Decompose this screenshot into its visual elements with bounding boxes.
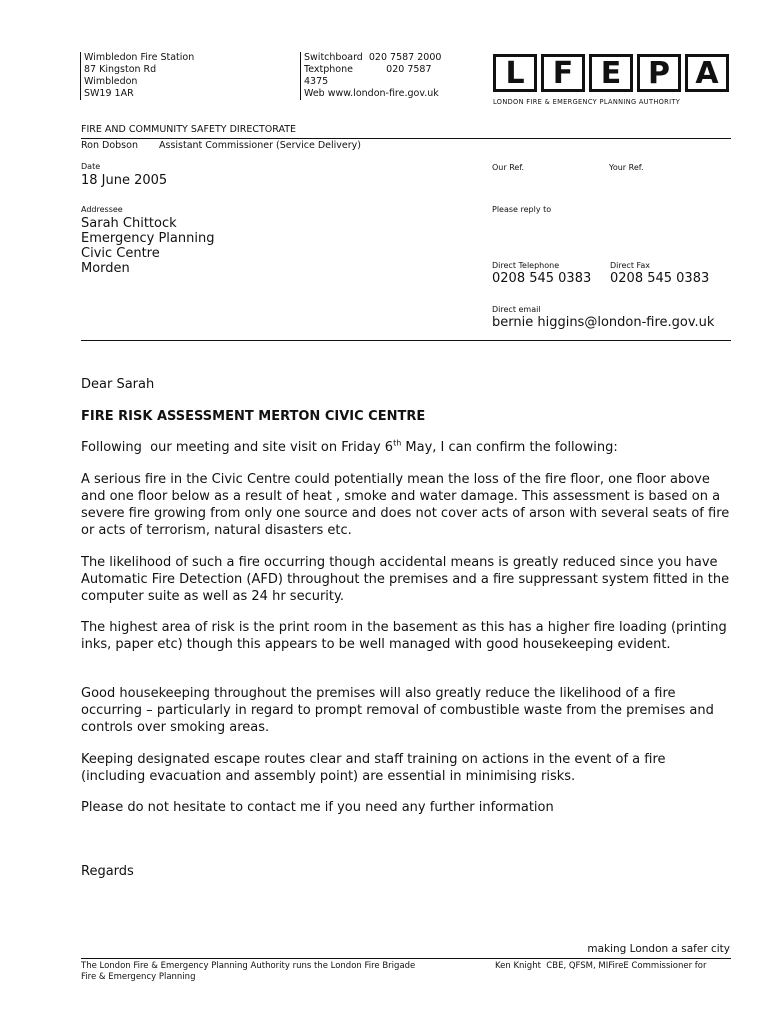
ordinal-suffix: th <box>393 438 402 448</box>
textphone-cont: 4375 <box>304 76 329 87</box>
divider <box>81 340 731 341</box>
date-value: 18 June 2005 <box>81 173 168 188</box>
date-label: Date <box>81 162 101 171</box>
our-ref-label: Our Ref. <box>492 163 525 172</box>
signatory-name: Ron Dobson <box>81 140 138 151</box>
intro-text: May, I can confirm the following: <box>401 440 618 455</box>
footer-left-line: The London Fire & Emergency Planning Authority runs the London Fire Brigade <box>81 961 416 971</box>
divider <box>81 138 731 139</box>
addressee-line: Emergency Planning <box>81 231 215 246</box>
body-paragraph: The highest area of risk is the print room in the basement as this has a higher fire loading (printing inks, paper etc) though this appears to be well managed with good housekeeping evident. <box>81 620 727 652</box>
footer-slogan: making London a safer city <box>587 943 730 955</box>
logo-letter: L <box>493 54 537 92</box>
address-line: Wimbledon Fire Station <box>84 52 195 63</box>
directorate-title: FIRE AND COMMUNITY SAFETY DIRECTORATE <box>81 124 297 135</box>
contact-block <box>300 52 474 100</box>
body-paragraph: A serious fire in the Civic Centre could potentially mean the loss of the fire floor, one floor above and one floor below as a result of heat , smoke and water damage. This assessment is based on a severe fire growing from only one source and does not cover acts of arson with several seats of fire or acts of terrorism, natural disasters etc. <box>81 472 730 538</box>
logo-letter: E <box>589 54 633 92</box>
footer-right: Ken Knight CBE, QFSM, MIFireE Commissioner for <box>495 961 707 971</box>
subject-line: FIRE RISK ASSESSMENT MERTON CIVIC CENTRE <box>81 409 426 424</box>
logo-letter: F <box>541 54 585 92</box>
salutation: Dear Sarah <box>81 377 155 392</box>
addressee-line: Morden <box>81 261 130 276</box>
telephone-value: 0208 545 0383 <box>492 271 592 286</box>
logo-letter: A <box>685 54 729 92</box>
intro-paragraph <box>81 439 731 456</box>
footer-divider <box>81 958 731 959</box>
telephone-label: Direct Telephone <box>492 261 560 270</box>
addressee-label: Addressee <box>81 205 123 214</box>
body-paragraph: Good housekeeping throughout the premises will also greatly reduce the likelihood of a fire occurring – particularly in regard to prompt removal of combustible waste from the premises and controls over smoking areas. <box>81 686 714 735</box>
reply-label: Please reply to <box>492 205 552 214</box>
your-ref-label: Your Ref. <box>609 163 644 172</box>
closing: Regards <box>81 864 134 879</box>
logo-letter: P <box>637 54 681 92</box>
body-paragraph: Keeping designated escape routes clear and staff training on actions in the event of a fire (including evacuation and assembly point) are essential in minimising risks. <box>81 752 666 784</box>
intro-text: Following our meeting and site visit on Friday 6 <box>81 440 394 455</box>
web-address: Web www.london-fire.gov.uk <box>304 88 439 99</box>
addressee-line: Civic Centre <box>81 246 160 261</box>
address-line: 87 Kingston Rd <box>84 64 157 75</box>
switchboard: Switchboard 020 7587 2000 <box>304 52 442 63</box>
footer-left <box>81 961 415 982</box>
addressee-block <box>81 216 214 276</box>
station-address <box>80 52 284 100</box>
email-label: Direct email <box>492 305 541 314</box>
address-line: Wimbledon <box>84 76 138 87</box>
fax-value: 0208 545 0383 <box>610 271 710 286</box>
body-paragraph: Please do not hesitate to contact me if you need any further information <box>81 800 554 815</box>
addressee-line: Sarah Chittock <box>81 216 177 231</box>
footer-left-line: Fire & Emergency Planning <box>81 971 196 982</box>
textphone: Textphone 020 7587 <box>304 64 432 75</box>
signatory-title: Assistant Commissioner (Service Delivery) <box>159 140 362 151</box>
logo-tagline: LONDON FIRE & EMERGENCY PLANNING AUTHORITY <box>493 98 681 106</box>
fax-label: Direct Fax <box>610 261 650 270</box>
address-line: SW19 1AR <box>84 88 134 99</box>
email-value: bernie higgins@london-fire.gov.uk <box>492 315 715 330</box>
body-paragraph: The likelihood of such a fire occurring though accidental means is greatly reduced since you have Automatic Fire Detection (AFD) throughout the premises and a fire suppressant system fitted in the computer suite as well as 24 hr security. <box>81 555 730 604</box>
